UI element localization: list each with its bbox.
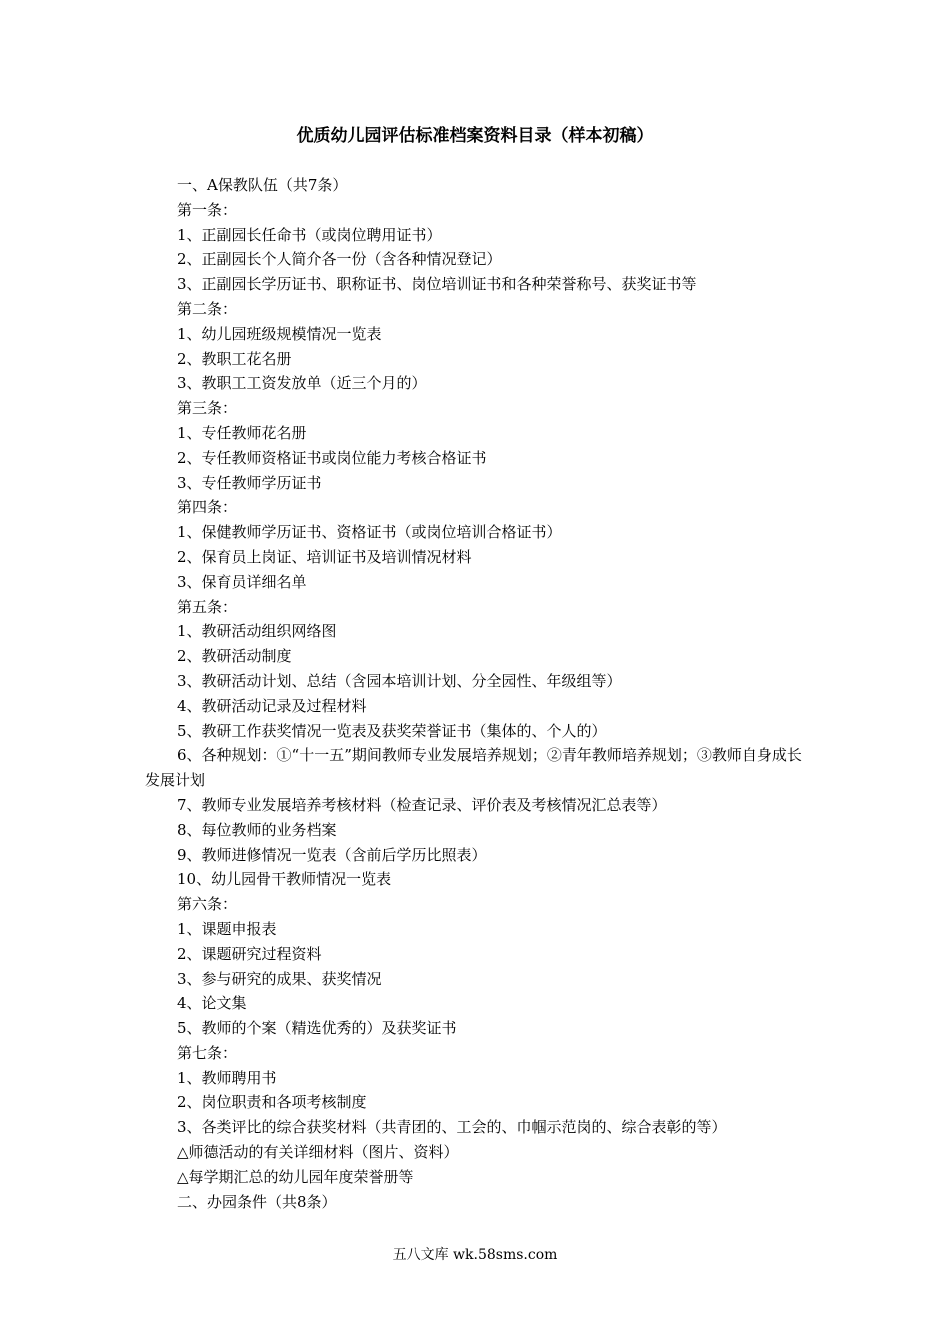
- list-item: 2、课题研究过程资料: [177, 944, 322, 963]
- section-heading: 一、A保教队伍（共7条）: [177, 176, 348, 194]
- list-item: 7、教师专业发展培养考核材料（检查记录、评价表及考核情况汇总表等）: [177, 795, 667, 814]
- list-item: 4、教研活动记录及过程材料: [177, 696, 367, 715]
- article-heading: 第三条：: [177, 399, 238, 418]
- list-item: 6、各种规划：①“十一五”期间教师专业发展培养规划；②青年教师培养规划；③教师自身成长发展计划: [145, 746, 802, 790]
- list-item: 3、正副园长学历证书、职称证书、岗位培训证书和各种荣誉称号、获奖证书等: [177, 275, 697, 294]
- section-heading: 二、办园条件（共8条）: [177, 1192, 337, 1211]
- list-item: 10、幼儿园骨干教师情况一览表: [177, 870, 392, 889]
- list-item: 5、教研工作获奖情况一览表及获奖荣誉证书（集体的、个人的）: [177, 721, 607, 740]
- footer-watermark: 五八文库 wk.58sms.com: [392, 1247, 558, 1263]
- article-heading: 第二条：: [177, 299, 238, 318]
- list-item: 1、教师聘用书: [177, 1068, 277, 1087]
- list-item: 1、专任教师花名册: [177, 423, 307, 442]
- article-heading: 第六条：: [177, 895, 238, 914]
- list-item: 8、每位教师的业务档案: [177, 820, 337, 839]
- list-item: 3、参与研究的成果、获奖情况: [177, 969, 382, 988]
- list-item: 3、专任教师学历证书: [177, 473, 322, 492]
- list-item: 3、教职工工资发放单（近三个月的）: [177, 374, 427, 393]
- list-item: 3、各类评比的综合获奖材料（共青团的、工会的、巾帼示范岗的、综合表彰的等）: [177, 1118, 727, 1137]
- article-heading: 第一条：: [177, 200, 238, 219]
- note-item: △每学期汇总的幼儿园年度荣誉册等: [177, 1167, 414, 1186]
- list-item: 2、保育员上岗证、培训证书及培训情况材料: [177, 547, 472, 566]
- article-heading: 第四条：: [177, 498, 238, 517]
- list-item: 2、岗位职责和各项考核制度: [177, 1093, 367, 1112]
- document-title: 优质幼儿园评估标准档案资料目录（样本初稿）: [296, 126, 654, 146]
- list-item: 9、教师进修情况一览表（含前后学历比照表）: [177, 845, 487, 864]
- article-heading: 第五条：: [177, 597, 238, 616]
- document-body: [145, 173, 810, 1214]
- list-item: 2、专任教师资格证书或岗位能力考核合格证书: [177, 448, 487, 467]
- list-item: 2、教研活动制度: [177, 647, 292, 666]
- list-item: 5、教师的个案（精选优秀的）及获奖证书: [177, 1019, 457, 1038]
- article-heading: 第七条：: [177, 1043, 238, 1062]
- list-item: 2、教职工花名册: [177, 349, 292, 368]
- list-item: 1、课题申报表: [177, 919, 277, 938]
- list-item: 3、教研活动计划、总结（含园本培训计划、分全园性、年级组等）: [177, 671, 622, 690]
- list-item: 3、保育员详细名单: [177, 572, 307, 591]
- list-item: 1、正副园长任命书（或岗位聘用证书）: [177, 225, 442, 244]
- note-item: △师德活动的有关详细材料（图片、资料）: [177, 1143, 459, 1162]
- list-item: 2、正副园长个人简介各一份（含各种情况登记）: [177, 250, 502, 269]
- list-item: 1、幼儿园班级规模情况一览表: [177, 324, 382, 343]
- list-item: 4、论文集: [177, 994, 247, 1013]
- list-item: 1、教研活动组织网络图: [177, 622, 337, 641]
- list-item: 1、保健教师学历证书、资格证书（或岗位培训合格证书）: [177, 523, 562, 542]
